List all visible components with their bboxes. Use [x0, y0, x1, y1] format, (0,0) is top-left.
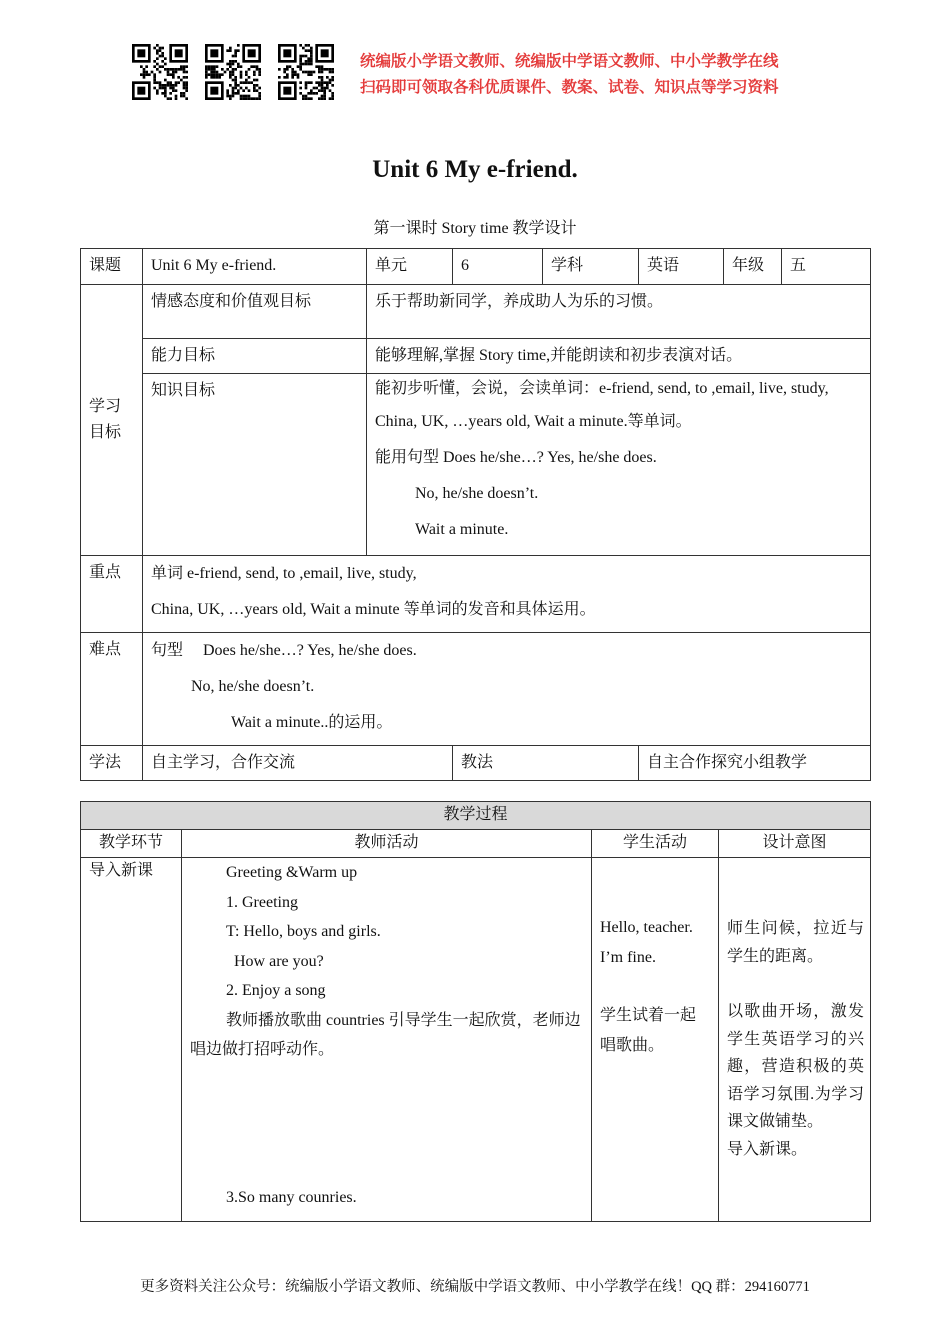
ability-goal: 能够理解,掌握 Story time,并能朗读和初步表演对话。	[367, 339, 871, 374]
key-label: 重点	[81, 556, 143, 633]
col-teacher: 教师活动	[182, 830, 592, 858]
student-line: Hello, teacher.	[600, 919, 693, 936]
promo-banner	[360, 48, 779, 100]
teacher-line: 教师播放歌曲 countries 引导学生一起欣赏，老师边唱边做打招呼动作。	[190, 1011, 581, 1058]
difficulty-label: 难点	[81, 633, 143, 746]
qr-code-3[interactable]	[278, 44, 334, 100]
difficulty-line: 句型 Does he/she…? Yes, he/she does.	[151, 642, 417, 659]
lesson-info-table	[80, 248, 871, 781]
teacher-line: Greeting &Warm up	[226, 864, 358, 881]
qr-code-2[interactable]	[205, 44, 261, 100]
teacher-line: T: Hello, boys and girls.	[226, 923, 381, 940]
banner-line-1: 统编版小学语文教师、统编版中学语文教师、中小学教学在线	[360, 52, 779, 70]
knowledge-line: 能用句型 Does he/she…? Yes, he/she does.	[375, 449, 657, 466]
subject-label: 学科	[543, 249, 639, 285]
teacher-activity	[182, 858, 592, 1222]
knowledge-line: China, UK, …years old, Wait a minute.等单词。	[375, 413, 692, 430]
study-method-label: 学法	[81, 746, 143, 781]
document-subtitle: 第一课时 Story time 教学设计	[373, 220, 577, 237]
student-line: 学生试着一起唱歌曲。	[600, 1007, 697, 1054]
teach-method-label: 教法	[453, 746, 639, 781]
subject-value: 英语	[639, 249, 724, 285]
banner-line-2: 扫码即可领取各科优质课件、教案、试卷、知识点等学习资料	[360, 78, 779, 96]
teach-method: 自主合作探究小组教学	[639, 746, 871, 781]
key-content	[143, 556, 871, 633]
ability-goal-label: 能力目标	[143, 339, 367, 374]
col-stage: 教学环节	[81, 830, 182, 858]
design-line: 导入新课。	[727, 1140, 808, 1158]
grade-value: 五	[782, 249, 871, 285]
topic-value: Unit 6 My e-friend.	[143, 249, 367, 285]
teacher-line: 3.So many counries.	[226, 1188, 357, 1206]
difficulty-line: Wait a minute..的运用。	[231, 714, 393, 731]
design-intent	[719, 858, 871, 1222]
knowledge-goal-label: 知识目标	[143, 374, 367, 556]
unit-value: 6	[453, 249, 543, 285]
knowledge-line: 能初步听懂，会说，会读单词：e-friend, send, to ,email, live, study,	[375, 380, 829, 397]
grade-label: 年级	[724, 249, 782, 285]
process-title: 教学过程	[81, 802, 871, 830]
teacher-line: How are you?	[234, 952, 324, 970]
stage-name: 导入新课	[81, 858, 182, 1222]
teacher-line: 2. Enjoy a song	[226, 982, 326, 999]
knowledge-goal	[367, 374, 871, 556]
emotion-goal: 乐于帮助新同学，养成助人为乐的习惯。	[367, 285, 871, 339]
key-line: China, UK, …years old, Wait a minute 等单词的发音和具体运用。	[151, 601, 596, 618]
unit-label: 单元	[367, 249, 453, 285]
emotion-goal-label: 情感态度和价值观目标	[143, 285, 367, 339]
key-line: 单词 e-friend, send, to ,email, live, study,	[151, 565, 417, 582]
design-line: 师生问候，拉近与学生的距离。	[727, 920, 865, 965]
knowledge-line: No, he/she doesn’t.	[415, 485, 539, 502]
col-design: 设计意图	[719, 830, 871, 858]
teacher-line: 1. Greeting	[226, 893, 298, 911]
design-line: 以歌曲开场，激发学生英语学习的兴趣，营造积极的英语学习氛围.为学习课文做铺垫。	[727, 1003, 865, 1130]
student-line: I’m fine.	[600, 948, 656, 966]
student-activity	[592, 858, 719, 1222]
study-method: 自主学习，合作交流	[143, 746, 453, 781]
knowledge-line: Wait a minute.	[415, 521, 509, 538]
goals-label: 学习目标	[81, 285, 143, 556]
document-title: Unit 6 My e-friend.	[372, 156, 578, 183]
col-student: 学生活动	[592, 830, 719, 858]
qr-code-1[interactable]	[132, 44, 188, 100]
difficulty-line: No, he/she doesn’t.	[191, 678, 315, 695]
difficulty-content	[143, 633, 871, 746]
footer-note: 更多资料关注公众号：统编版小学语文教师、统编版中学语文教师、中小学教学在线！QQ 群：294160771	[140, 1279, 810, 1295]
topic-label: 课题	[81, 249, 143, 285]
teaching-process-table	[80, 801, 871, 1222]
